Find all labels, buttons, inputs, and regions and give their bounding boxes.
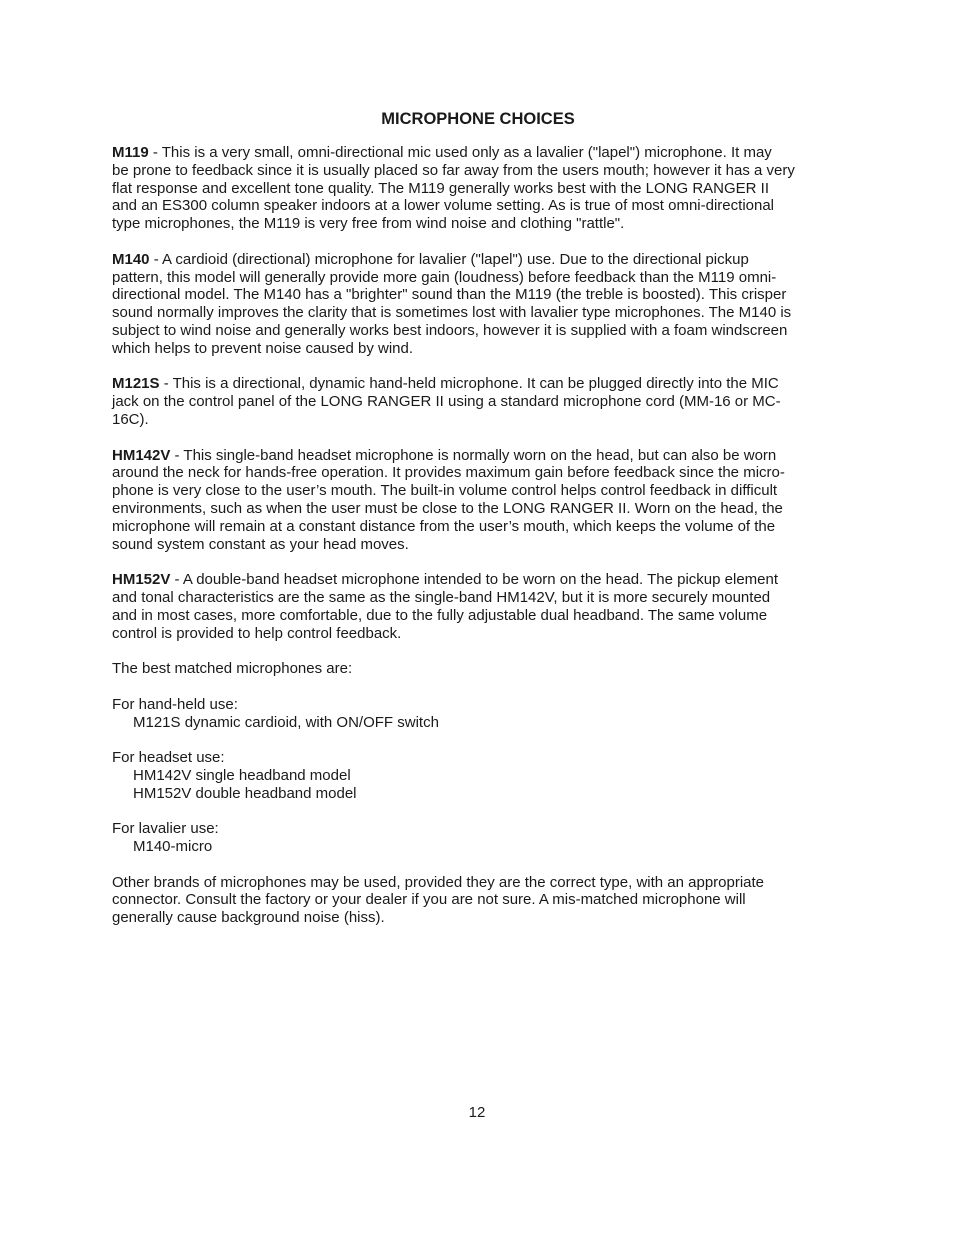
group-headset xyxy=(112,749,844,802)
model-name: M140 xyxy=(112,250,150,268)
paragraph-text: Other brands of microphones may be used, provided they are the correct type, with an appropriate xyxy=(112,873,765,891)
paragraph-text: - A cardioid (directional) microphone for lavalier ("lapel") use. Due to the directional pickup xyxy=(149,250,749,268)
paragraph-text: - This is a very small, omni-directional mic used only as a lavalier ("lapel") microphone. It may xyxy=(148,144,772,161)
paragraph-m140 xyxy=(112,251,844,358)
paragraph-text: pattern, this model will generally provide more gain (loudness) before feedback than the M119 omni- xyxy=(112,268,777,286)
page-title: MICROPHONE CHOICES xyxy=(381,110,575,128)
group-heading: For headset use: xyxy=(112,749,225,767)
paragraph-text: which helps to prevent noise caused by wind. xyxy=(112,339,414,357)
group-item: M140-micro xyxy=(133,838,213,856)
group-item: HM142V single headband model xyxy=(133,766,351,784)
paragraph-text: generally cause background noise (hiss). xyxy=(112,909,385,927)
model-name: HM152V xyxy=(112,571,171,589)
paragraph-text: subject to wind noise and generally works best indoors, however it is supplied with a foam windscreen xyxy=(112,321,788,339)
best-matched-intro: The best matched microphones are: xyxy=(112,660,353,678)
paragraph-text: and an ES300 column speaker indoors at a lower volume setting. As is true of most omni-directional xyxy=(112,197,775,215)
paragraph-text: flat response and excellent tone quality. The M119 generally works best with the LONG RANGER II xyxy=(112,179,769,197)
closing-paragraph xyxy=(112,874,844,927)
paragraph-hm142v xyxy=(112,447,844,554)
group-heading: For hand-held use: xyxy=(112,695,238,713)
model-name: M121S xyxy=(112,375,160,393)
paragraph-text: around the neck for hands-free operation. It provides maximum gain before feedback since the micro- xyxy=(112,464,785,482)
paragraph-text: control is provided to help control feedback. xyxy=(112,624,402,642)
paragraph-text: 16C). xyxy=(112,410,149,428)
paragraph-text: - A double-band headset microphone intended to be worn on the head. The pickup element xyxy=(170,571,779,589)
paragraph-hm152v xyxy=(112,571,844,642)
group-heading: For lavalier use: xyxy=(112,820,219,838)
paragraph-m121s xyxy=(112,375,844,428)
page-number: 12 xyxy=(468,1104,486,1121)
paragraph-text: microphone will remain at a constant distance from the user’s mouth, which keeps the volume of the xyxy=(112,517,776,535)
paragraph-text: be prone to feedback since it is usually placed so far away from the users mouth; however it has a very xyxy=(112,161,795,179)
group-item: M121S dynamic cardioid, with ON/OFF switch xyxy=(133,713,439,731)
paragraph-text: phone is very close to the user’s mouth. The built-in volume control helps control feedback in difficult xyxy=(112,482,778,500)
paragraph-text: sound normally improves the clarity that is sometimes lost with lavalier type microphones. The M140 is xyxy=(112,304,792,322)
paragraph-text: - This single-band headset microphone is normally worn on the head, but can also be worn xyxy=(170,446,777,464)
paragraph-text: - This is a directional, dynamic hand-held microphone. It can be plugged directly into the MIC xyxy=(159,375,779,393)
paragraph-text: type microphones, the M119 is very free from wind noise and clothing "rattle". xyxy=(112,215,625,233)
paragraph-text: and in most cases, more comfortable, due to the fully adjustable dual headband. The same volume xyxy=(112,606,768,624)
paragraph-text: and tonal characteristics are the same as the single-band HM142V, but it is more securely mounted xyxy=(112,588,771,606)
document-page xyxy=(112,108,844,945)
paragraph-m119 xyxy=(112,144,844,233)
group-lavalier xyxy=(112,820,844,856)
paragraph-text: sound system constant as your head moves. xyxy=(112,535,409,553)
model-name: HM142V xyxy=(112,446,171,464)
group-hand-held xyxy=(112,696,844,732)
paragraph-text: connector. Consult the factory or your dealer if you are not sure. A mis-matched microphone will xyxy=(112,891,746,909)
paragraph-text: jack on the control panel of the LONG RANGER II using a standard microphone cord (MM-16 or MC- xyxy=(112,393,781,411)
group-item: HM152V double headband model xyxy=(133,784,357,802)
paragraph-text: environments, such as when the user must be close to the LONG RANGER II. Worn on the head, the xyxy=(112,499,783,517)
model-name: M119 xyxy=(112,144,149,161)
paragraph-text: directional model. The M140 has a "brighter" sound than the M119 (the treble is boosted). This crisper xyxy=(112,286,787,304)
